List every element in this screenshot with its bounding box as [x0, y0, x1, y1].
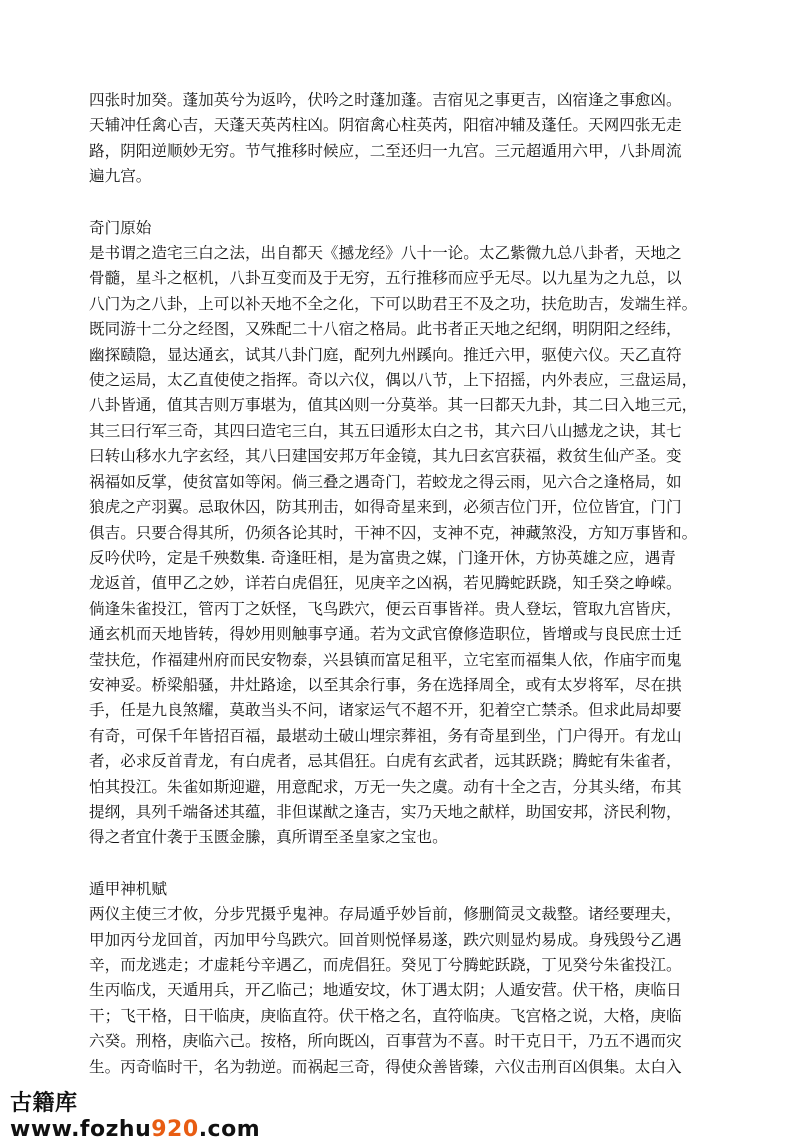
section-heading: 遁甲神机赋 [89, 879, 167, 898]
text-line: 六癸。刑格，庚临六己。按格，所向既凶，百事营为不喜。时干克日干，乃五不遇而灾 [89, 1032, 682, 1051]
section-heading: 奇门原始 [89, 218, 152, 237]
text-line: 安神妥。桥梁船骚，井灶路途，以至其余行事，务在选择周全，或有太岁将军，尽在拱 [89, 675, 682, 694]
text-line: 生。丙奇临时干，名为勃逆。而祸起三奇，得使众善皆臻，六仪击刑百凶俱集。太白入 [89, 1057, 682, 1076]
text-line: 反吟伏吟，定是千殃数集. 奇逢旺相，是为富贵之媒，门逢开休，方协英雄之应，遇青 [89, 548, 676, 567]
text-line: 通玄机而天地皆转，得妙用则触事亨通。若为文武官僚修造职位，皆增或与良民庶士迁 [89, 625, 682, 644]
text-line: 狼虎之产羽翼。忌取休囚，防其刑击，如得奇星来到，必须吉位门开，位位皆宜，门门 [89, 498, 682, 517]
watermark-url[interactable]: www.fozhu920.com [10, 1117, 261, 1142]
text-line: 有奇，可保千年皆招百福，最堪动土破山埋宗葬祖，务有奇星到坐，门户得开。有龙山 [89, 726, 682, 745]
watermark-text [10, 1086, 300, 1142]
text-line: 手，任是九良煞耀，莫敢当头不问，诸家运气不超不开，犯着空亡禁杀。但求此局却要 [89, 701, 682, 720]
text-line: 八卦皆通，值其吉则万事堪为，值其凶则一分莫举。其一曰都天九卦，其二曰入地三元， [89, 396, 698, 415]
text-line: 使之运局，太乙直使使之指挥。奇以六仪，偶以八节，上下招摇，内外表应，三盘运局， [89, 371, 698, 390]
text-line: 四张时加癸。蓬加英兮为返吟，伏吟之时蓬加蓬。吉宿见之事更吉，凶宿逢之事愈凶。 [89, 91, 682, 109]
text-line: 怕其投江。朱雀如斯迎避，用意配求，万无一失之虞。动有十全之吉，分其头绪，布其 [89, 777, 682, 796]
watermark-site-name: 古籍库 [10, 1091, 78, 1116]
text-line: 甲加丙兮龙回首，丙加甲兮鸟跌穴。回首则悦怿易遂，跌穴则显灼易成。身残毁兮乙遇 [89, 930, 682, 949]
text-line: 得之者宜什袭于玉匮金縢，真所谓至圣皇家之宝也。 [89, 828, 448, 847]
text-line: 八门为之八卦，上可以补天地不全之化，下可以助君王不及之功，扶危助吉，发端生祥。 [89, 294, 698, 313]
text-line: 两仪主使三才攸，分步咒摄乎鬼神。存局遁乎妙旨前，修删简灵文裁整。诸经要理夫， [89, 905, 682, 924]
text-line: 路，阴阳逆顺妙无穷。节气推移时候应，二至还归一九宫。三元超遁用六甲，八卦周流 [89, 141, 682, 160]
watermark-footer [0, 1080, 300, 1142]
text-line: 俱吉。只要合得其所，仍须各论其时，干神不囚，支神不克，神藏煞没，方知万事皆和。 [89, 523, 698, 542]
text-line: 提纲，具列千端备述其蕴，非但谋猷之逢吉，实乃天地之献样，助国安邦，济民利物， [89, 802, 682, 821]
text-line: 干；飞干格，日干临庚，庚临直符。伏干格之名，直符临庚。飞宫格之说，大格，庚临 [89, 1006, 682, 1025]
text-line: 其三曰行军三奇，其四曰造宅三白，其五曰遁形太白之书，其六曰八山撼龙之诀，其七 [89, 421, 682, 440]
text-line: 既同游十二分之经图，又殊配二十八宿之格局。此书者正天地之纪纲，明阴阳之经纬， [89, 320, 682, 339]
text-line: 莹扶危，作福建州府而民安物泰，兴县镇而富足租平，立宅室而福集人依，作庙宇而鬼 [89, 650, 682, 669]
text-line: 幽探赜隐，显达通玄，试其八卦门庭，配列九州蹊向。推迁六甲，驱使六仪。天乙直符 [89, 345, 682, 364]
text-line: 者，必求反首青龙，有白虎者，忌其倡狂。白虎有玄武者，远其跃跷；腾蛇有朱雀者， [89, 752, 682, 771]
text-line: 龙返首，值甲乙之妙，详若白虎倡狂，见庚辛之凶祸，若见腾蛇跃跷，知壬癸之峥嵘。 [89, 574, 682, 593]
section-intro [89, 88, 709, 190]
section-qimen-yuanshi [89, 216, 709, 851]
text-line: 曰转山移水九字玄经，其八曰建国安邦万年金镜，其九曰玄宫获福，救贫生仙产圣。变 [89, 447, 682, 466]
text-line: 生丙临戊，天遁用兵，开乙临己；地遁安坟，休丁遇太阴；人遁安营。伏干格，庚临日 [89, 981, 682, 1000]
text-line: 倘逢朱雀投江，管丙丁之妖怪，飞鸟跌穴，便云百事皆祥。贵人登坛，管取九宫皆庆， [89, 599, 682, 618]
section-dunjia-shenji-fu [89, 877, 709, 1080]
text-line: 天辅冲任禽心吉，天蓬天英芮柱凶。阴宿禽心柱英芮，阳宿冲辅及蓬任。天网四张无走 [89, 116, 682, 135]
text-line: 遍九宫。 [89, 167, 152, 186]
text-line: 祸福如反掌，使贫富如等闲。倘三叠之遇奇门，若蛟龙之得云雨，见六合之逢格局，如 [89, 472, 682, 491]
document-body [89, 88, 709, 1080]
text-line: 是书谓之造宅三白之法，出自都天《撼龙经》八十一论。太乙紫微九总八卦者，天地之 [89, 244, 682, 263]
text-line: 辛，而龙逃走；才虚耗兮辛遇乙，而虎倡狂。癸见丁兮腾蛇跃跷，丁见癸兮朱雀投江。 [89, 956, 682, 974]
text-line: 骨髓，星斗之枢机，八卦互变而及于无穷，五行推移而应乎无尽。以九星为之九总，以 [89, 269, 682, 288]
